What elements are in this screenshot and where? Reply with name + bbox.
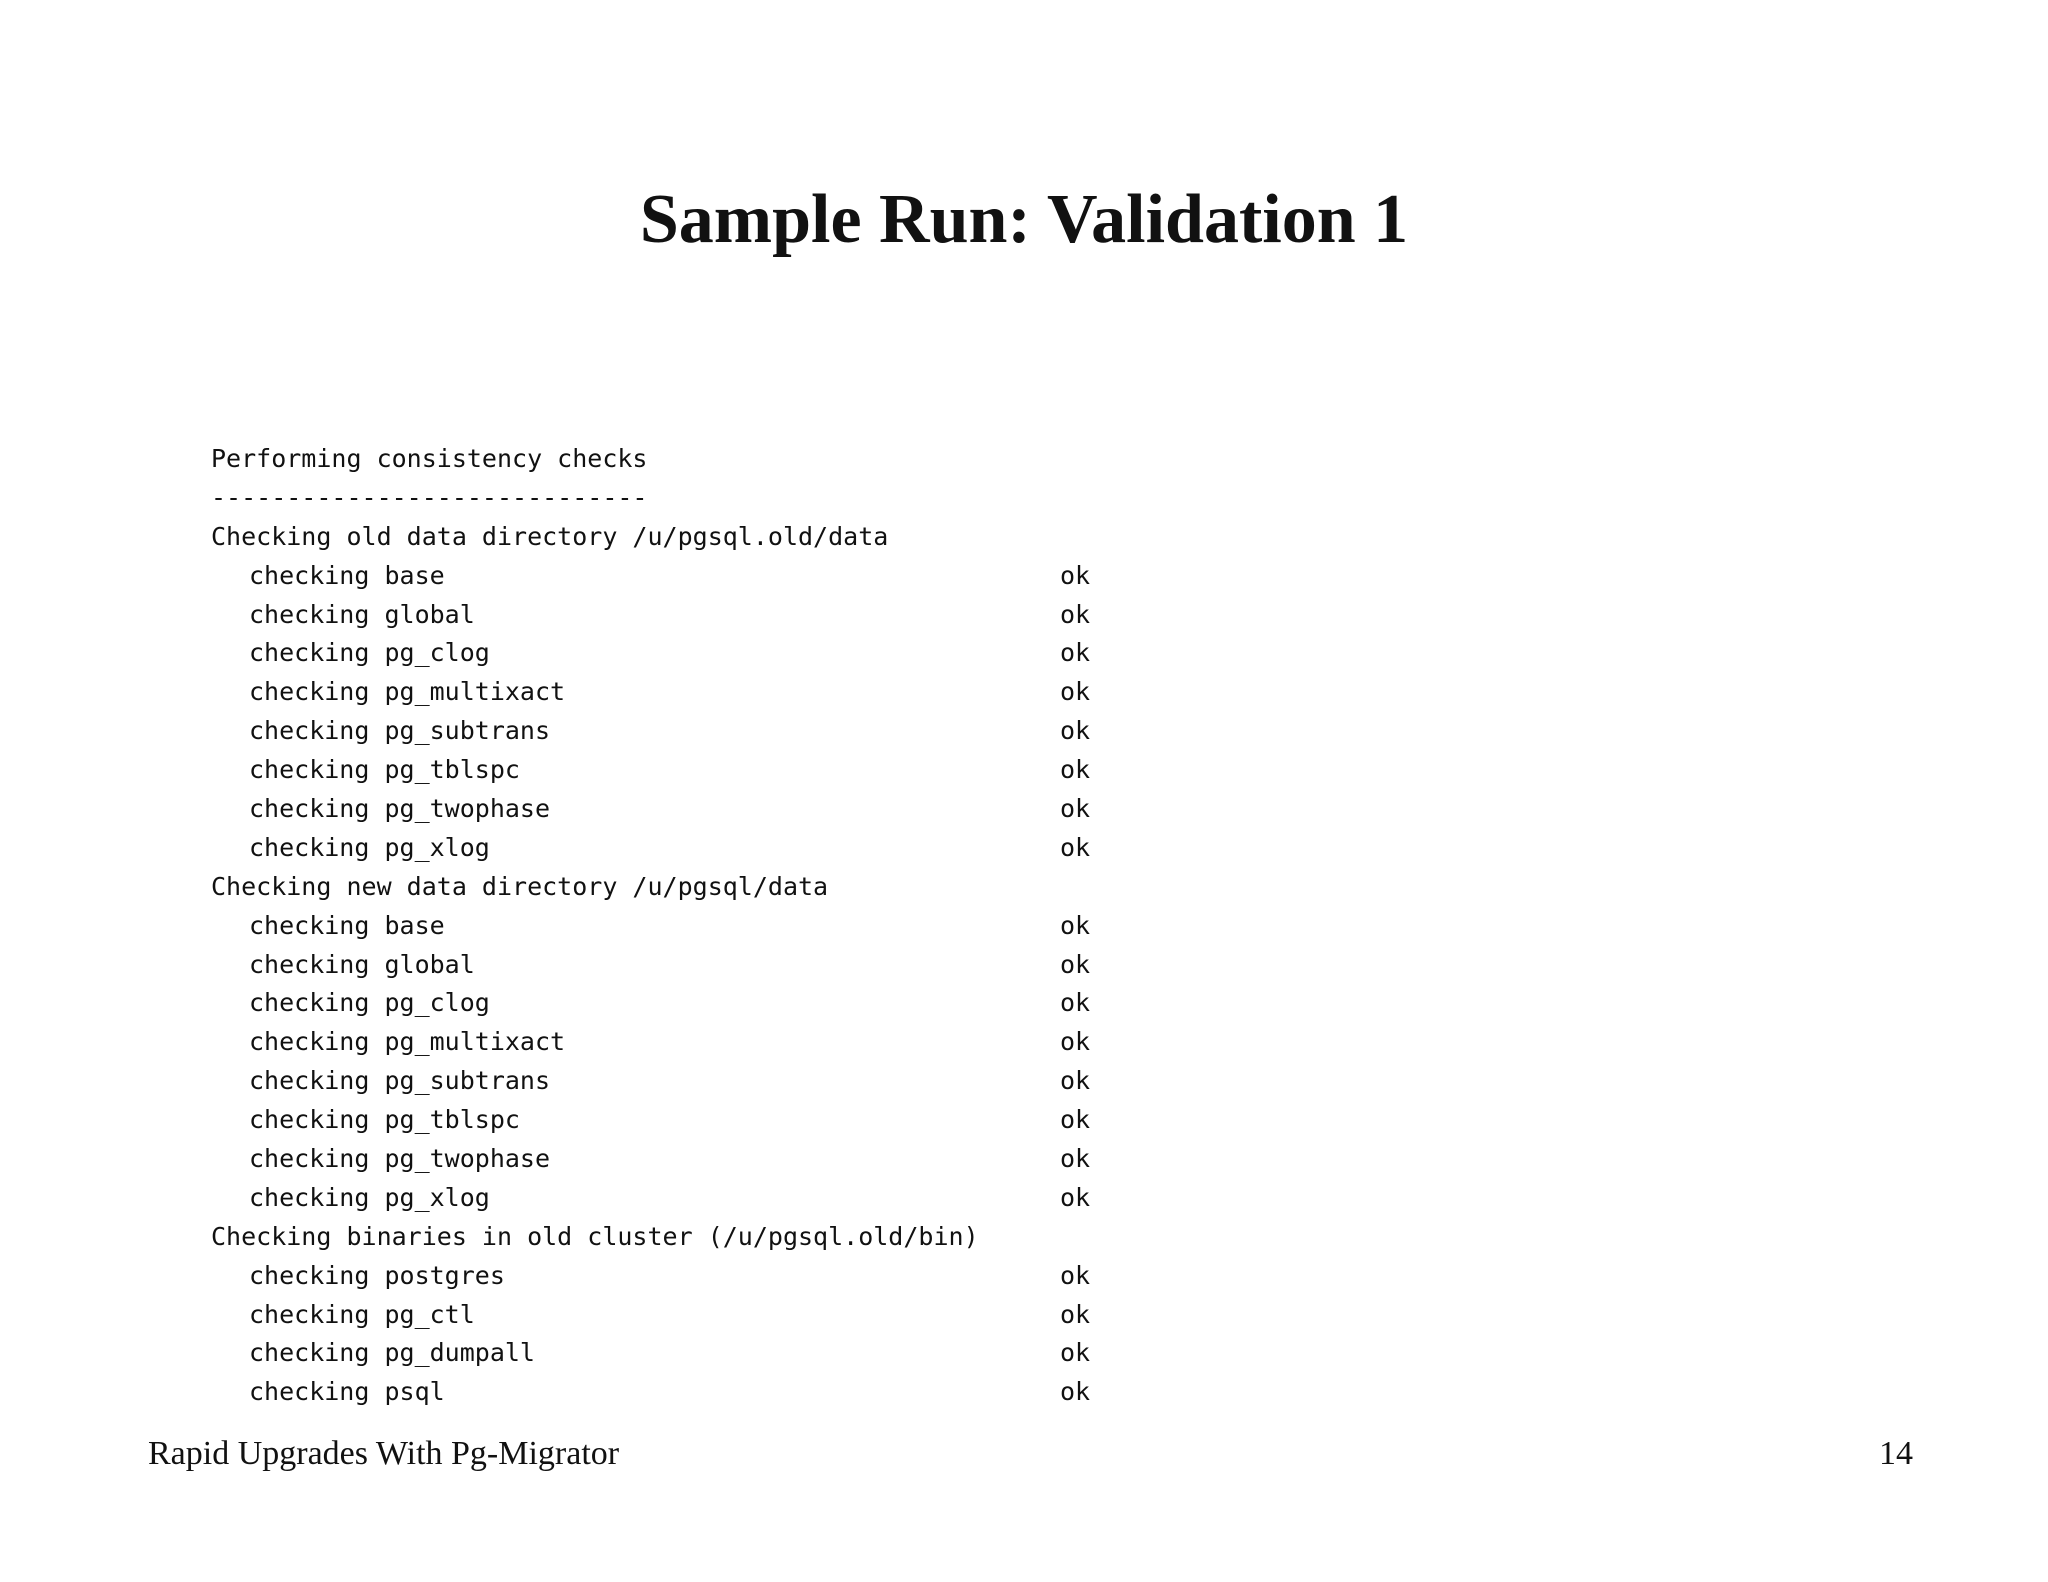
terminal-check-line — [211, 1179, 1211, 1218]
terminal-line-text: checking pg_clog — [249, 638, 490, 668]
terminal-line-text: checking pg_clog — [249, 988, 490, 1018]
terminal-check-line — [211, 907, 1211, 946]
terminal-check-line — [211, 1023, 1211, 1062]
terminal-section-line — [211, 440, 1211, 479]
terminal-check-line — [211, 984, 1211, 1023]
status-ok-label: ok — [1060, 1066, 1091, 1096]
terminal-line-text: checking pg_subtrans — [249, 716, 551, 746]
status-ok-label: ok — [1060, 910, 1091, 940]
status-ok-label: ok — [1060, 1144, 1091, 1174]
status-ok-label: ok — [1060, 988, 1091, 1018]
terminal-check-line — [211, 1062, 1211, 1101]
terminal-check-line — [211, 790, 1211, 829]
footer-presentation-title: Rapid Upgrades With Pg-Migrator — [148, 1435, 620, 1472]
status-ok-label: ok — [1060, 1377, 1091, 1407]
status-ok-label: ok — [1060, 755, 1091, 785]
footer-page-number: 14 — [1879, 1435, 1913, 1472]
terminal-line-text: checking postgres — [249, 1260, 505, 1290]
terminal-check-line — [211, 634, 1211, 673]
terminal-line-text: checking pg_tblspc — [249, 1105, 520, 1135]
terminal-check-line — [211, 1334, 1211, 1373]
terminal-line-text: checking pg_twophase — [249, 1144, 551, 1174]
status-ok-label: ok — [1060, 1105, 1091, 1135]
terminal-line-text: checking base — [249, 560, 445, 590]
terminal-check-line — [211, 1373, 1211, 1412]
terminal-section-line — [211, 479, 1211, 518]
terminal-line-text: Performing consistency checks — [211, 444, 648, 473]
terminal-line-text: checking pg_twophase — [249, 794, 551, 824]
status-ok-label: ok — [1060, 1338, 1091, 1368]
terminal-line-text: checking psql — [249, 1377, 445, 1407]
status-ok-label: ok — [1060, 1027, 1091, 1057]
terminal-check-line — [211, 946, 1211, 985]
terminal-line-text: checking pg_multixact — [249, 1027, 566, 1057]
terminal-line-text: Checking binaries in old cluster (/u/pgsql.old/bin) — [211, 1221, 979, 1251]
terminal-line-text: checking pg_dumpall — [249, 1338, 535, 1368]
status-ok-label: ok — [1060, 949, 1091, 979]
status-ok-label: ok — [1060, 560, 1091, 590]
terminal-check-line — [211, 1140, 1211, 1179]
terminal-line-text: Checking new data directory /u/pgsql/data — [211, 871, 829, 901]
terminal-line-text: ----------------------------- — [211, 482, 648, 512]
terminal-output — [211, 440, 1211, 1412]
slide-title: Sample Run: Validation 1 — [639, 181, 1409, 258]
status-ok-label: ok — [1060, 716, 1091, 746]
terminal-line-text: checking global — [249, 599, 475, 629]
terminal-check-line — [211, 673, 1211, 712]
terminal-check-line — [211, 596, 1211, 635]
terminal-check-line — [211, 751, 1211, 790]
terminal-section-line — [211, 868, 1211, 907]
terminal-check-line — [211, 557, 1211, 596]
status-ok-label: ok — [1060, 599, 1091, 629]
terminal-line-text: checking pg_ctl — [249, 1299, 475, 1329]
status-ok-label: ok — [1060, 794, 1091, 824]
status-ok-label: ok — [1060, 832, 1091, 862]
terminal-check-line — [211, 829, 1211, 868]
status-ok-label: ok — [1060, 1182, 1091, 1212]
status-ok-label: ok — [1060, 638, 1091, 668]
terminal-line-text: Checking old data directory /u/pgsql.old/data — [211, 521, 889, 551]
terminal-line-text: checking global — [249, 949, 475, 979]
terminal-check-line — [211, 1101, 1211, 1140]
terminal-line-text: checking pg_xlog — [249, 832, 490, 862]
terminal-check-line — [211, 1296, 1211, 1335]
terminal-check-line — [211, 1257, 1211, 1296]
terminal-line-text: checking base — [249, 910, 445, 940]
status-ok-label: ok — [1060, 1260, 1091, 1290]
terminal-line-text: checking pg_multixact — [249, 677, 566, 707]
terminal-section-line — [211, 1218, 1211, 1257]
status-ok-label: ok — [1060, 677, 1091, 707]
terminal-line-text: checking pg_subtrans — [249, 1066, 551, 1096]
terminal-check-line — [211, 712, 1211, 751]
terminal-section-line — [211, 518, 1211, 557]
terminal-line-text: checking pg_xlog — [249, 1182, 490, 1212]
status-ok-label: ok — [1060, 1299, 1091, 1329]
terminal-line-text: checking pg_tblspc — [249, 755, 520, 785]
